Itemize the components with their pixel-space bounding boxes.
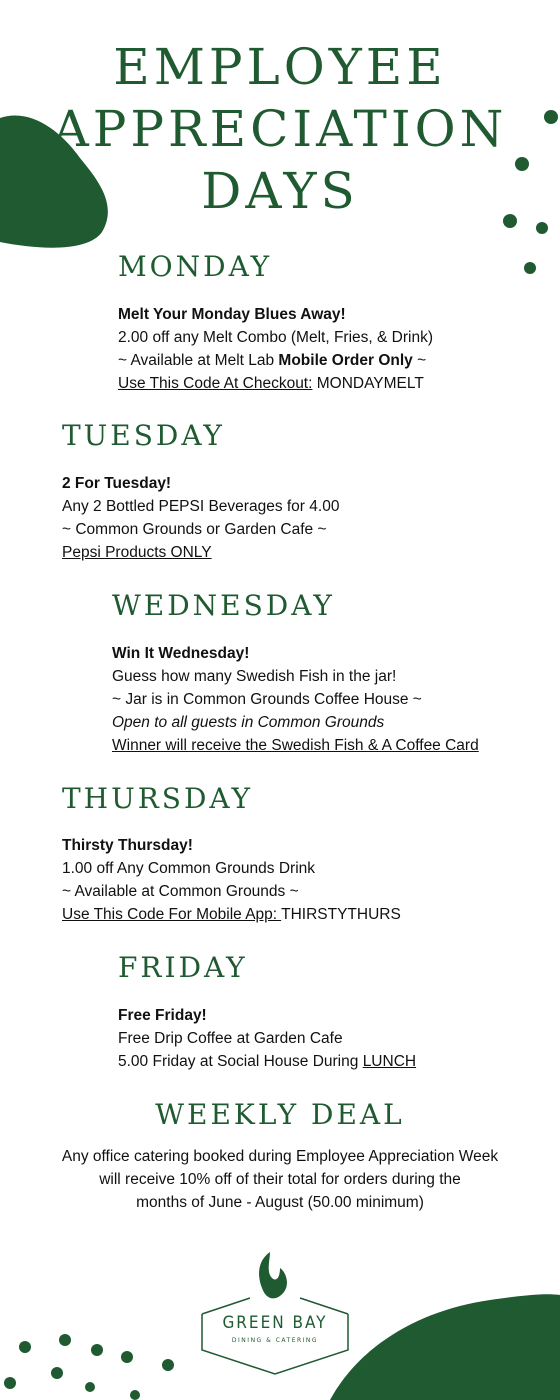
- weekly-deal-line-2: will receive 10% off of their total for orders during the: [99, 1171, 461, 1188]
- logo-name: GREEN BAY: [222, 1313, 328, 1333]
- title-line-2: APPRECIATION: [52, 100, 508, 158]
- thursday-offer: 1.00 off Any Common Grounds Drink: [62, 860, 316, 877]
- monday-heading: MONDAY: [118, 250, 273, 283]
- weekly-deal-line-1: Any office catering booked during Employee Appreciation Week: [61, 1148, 499, 1165]
- thursday-availability: ~ Available at Common Grounds ~: [62, 883, 299, 900]
- weekly-deal-section: [0, 1145, 560, 1214]
- wednesday-eligibility: Open to all guests in Common Grounds: [112, 714, 385, 731]
- bottom-right-blob: [330, 1285, 560, 1400]
- weekly-deal-line-3: months of June - August (50.00 minimum): [136, 1194, 424, 1211]
- wednesday-offer: Guess how many Swedish Fish in the jar!: [112, 668, 397, 685]
- tuesday-restriction: Pepsi Products ONLY: [62, 544, 212, 561]
- thursday-section: [62, 834, 401, 926]
- monday-code-line: [118, 372, 433, 395]
- wednesday-prize: Winner will receive the Swedish Fish & A Coffee Card: [112, 737, 479, 754]
- wednesday-location: ~ Jar is in Common Grounds Coffee House ~: [112, 691, 422, 708]
- mobile-order-only: Mobile Order Only: [278, 352, 413, 369]
- thursday-code-line: [62, 903, 401, 926]
- monday-code-label: Use This Code At Checkout:: [118, 375, 313, 392]
- thursday-heading: THURSDAY: [62, 782, 253, 815]
- green-bay-logo: [200, 1248, 350, 1378]
- tuesday-section: [62, 472, 339, 564]
- friday-lunch-offer: 5.00 Friday at Social House During LUNCH: [118, 1053, 417, 1070]
- page-title: [0, 36, 560, 222]
- thursday-headline: Thirsty Thursday!: [62, 837, 193, 854]
- bottom-left-dots: [0, 1325, 190, 1400]
- monday-offer: 2.00 off any Melt Combo (Melt, Fries, & Drink): [118, 329, 433, 346]
- wednesday-headline: Win It Wednesday!: [112, 645, 250, 662]
- thursday-code: THIRSTYTHURS: [281, 906, 401, 923]
- wednesday-section: [112, 642, 479, 757]
- logo-tagline: DINING & CATERING: [231, 1337, 319, 1344]
- friday-section: [118, 1004, 416, 1073]
- tuesday-heading: TUESDAY: [62, 419, 225, 452]
- friday-headline: Free Friday!: [118, 1007, 207, 1024]
- weekly-deal-heading: WEEKLY DEAL: [155, 1098, 405, 1131]
- friday-heading: FRIDAY: [118, 951, 248, 984]
- monday-code: MONDAYMELT: [312, 375, 424, 392]
- title-line-3: DAYS: [201, 162, 359, 220]
- friday-offer: Free Drip Coffee at Garden Cafe: [118, 1030, 343, 1047]
- monday-section: [118, 303, 433, 395]
- thursday-code-label: Use This Code For Mobile App:: [62, 906, 282, 923]
- tuesday-offer: Any 2 Bottled PEPSI Beverages for 4.00: [62, 498, 340, 515]
- tuesday-availability: ~ Common Grounds or Garden Cafe ~: [62, 521, 327, 538]
- wednesday-heading: WEDNESDAY: [112, 589, 335, 622]
- monday-headline: Melt Your Monday Blues Away!: [118, 306, 346, 323]
- tuesday-headline: 2 For Tuesday!: [62, 475, 172, 492]
- lunch-label: LUNCH: [362, 1053, 417, 1070]
- monday-availability: ~ Available at Melt Lab Mobile Order Only ~: [118, 352, 427, 369]
- title-line-1: EMPLOYEE: [113, 38, 447, 96]
